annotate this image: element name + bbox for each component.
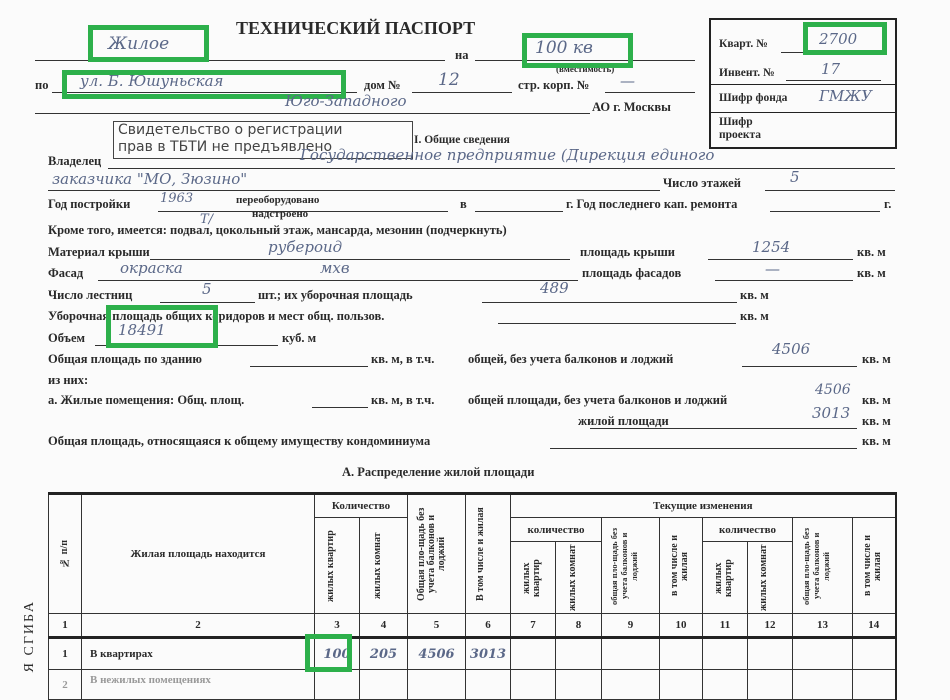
project-label [719, 116, 761, 142]
col-number: 12 [748, 614, 793, 638]
row-num: 1 [49, 638, 82, 670]
fund-value: ГМЖУ [819, 87, 872, 105]
owner-value-1: Государственное предприятие (Дирекция единого [300, 146, 715, 164]
project-label-line1: Шифр [719, 116, 753, 128]
district-value: Юго-Западного [285, 92, 407, 110]
owner-value-2: заказчика "МО, Зюзино" [52, 170, 248, 188]
header-total-area-changes-1: общая пло-щадь без учета балконов и лоджий [608, 526, 639, 605]
col-number: 10 [660, 614, 703, 638]
document-title: ТЕХНИЧЕСКИЙ ПАСПОРТ [236, 18, 476, 38]
added-label: надстроено [252, 208, 309, 220]
total-line [250, 366, 368, 367]
po-label: по [35, 78, 49, 92]
row-location: В нежилых помещениях [82, 670, 315, 700]
row-living: 3013 [466, 638, 511, 670]
sqm-unit: кв. м [862, 393, 891, 407]
volume-value: 18491 [118, 321, 166, 339]
capacity-caption: (вместимость) [556, 64, 615, 74]
stamp-line2: прав в ТБТИ не предъявлено [118, 139, 333, 155]
divider [711, 112, 895, 113]
stairs-line [160, 302, 255, 303]
highlight-kvart [803, 22, 887, 55]
in-line [475, 211, 563, 212]
highlight-capacity [522, 33, 633, 68]
row-apartments: 100 [315, 638, 360, 670]
sqm-unit: кв. м [740, 288, 769, 302]
fold-label: Я СГИБА [22, 600, 37, 673]
corridor-line [498, 323, 736, 324]
district-line [35, 113, 590, 114]
total-no-balcony-line [742, 366, 857, 367]
of-them-label: из них: [48, 373, 89, 387]
floors-line [765, 190, 895, 191]
condo-label: Общая площадь, относящаяся к общему имуществу кондоминиума [48, 434, 431, 448]
year-value: 1963 [160, 191, 194, 206]
header-quantity-changes-2: количество [703, 518, 793, 542]
header-location: Жилая площадь находится [82, 494, 315, 614]
col-number: 1 [49, 614, 82, 638]
header-rooms-changes-2: жилых комнат [758, 544, 769, 611]
g-label: г. [884, 197, 892, 211]
col-number: 9 [602, 614, 660, 638]
sqm-unit: кв. м [862, 414, 891, 428]
highlight-apartments [305, 634, 352, 672]
facade-area-value: — [765, 260, 780, 278]
stairs-area-line [482, 302, 737, 303]
rebuilt-label: переоборудовано [236, 194, 320, 206]
korp-value: — [620, 72, 635, 90]
facade-area-label: площадь фасадов [582, 266, 682, 280]
invent-label: Инвент. № [719, 67, 775, 79]
living-area-value: 3013 [812, 404, 851, 422]
floors-label: Число этажей [663, 176, 741, 190]
header-apartments-changes-1: жилых квартир [521, 558, 542, 597]
ao-label: АО г. Москвы [592, 100, 671, 114]
in-label: в [460, 197, 467, 211]
roof-area-line [708, 259, 853, 260]
highlight-building-type [88, 25, 209, 62]
col-number: 8 [556, 614, 602, 638]
last-repair-label: г. Год последнего кап. ремонта [566, 197, 738, 211]
year-label: Год постройки [48, 197, 131, 211]
facade-area-line [715, 280, 853, 281]
col-number: 4 [360, 614, 408, 638]
col-number: 5 [408, 614, 466, 638]
total-no-balcony-label: общей, без учета балконов и лоджий [468, 352, 674, 366]
table-title: А. Распределение жилой площади [342, 465, 535, 479]
owner-line-2 [48, 190, 660, 191]
stairs-area-value: 489 [540, 279, 569, 297]
col-number: 14 [853, 614, 896, 638]
last-repair-line [770, 211, 880, 212]
volume-label: Объем [48, 331, 86, 345]
kvart-value: 2700 [819, 30, 858, 48]
header-incl-living-changes-1: в том числе и жилая [669, 535, 690, 596]
invent-value: 17 [821, 60, 841, 78]
header-current-changes: Текущие изменения [511, 494, 896, 518]
korp-label: стр. корп. № [518, 78, 590, 92]
sqm-unit: кв. м [862, 434, 891, 448]
col-number: 11 [703, 614, 748, 638]
house-label: дом № [364, 78, 401, 92]
fund-label: Шифр фонда [719, 92, 788, 104]
sqm-unit: кв. м [862, 352, 891, 366]
table-row [49, 670, 896, 700]
highlight-volume [106, 305, 218, 348]
capacity-value: 100 кв [535, 38, 593, 58]
incl-label: кв. м, в т.ч. [371, 352, 435, 366]
kvart-label: Кварт. № [719, 38, 768, 50]
living-area-table [48, 492, 897, 700]
street-value: ул. Б. Юшуньская [80, 72, 224, 90]
volume-unit: куб. м [282, 331, 317, 345]
living-no-balcony-value: 4506 [815, 382, 851, 398]
living-area-label: жилой площади [578, 414, 669, 428]
roof-material-label: Материал крыши [48, 245, 150, 259]
stairs-unit: шт.; их уборочная площадь [258, 288, 413, 302]
header-num: № п/п [59, 540, 70, 568]
house-line [412, 92, 512, 93]
invent-line [786, 80, 881, 81]
row-rooms: 205 [360, 638, 408, 670]
korp-line [605, 92, 695, 93]
col-number: 3 [315, 614, 360, 638]
total-no-balcony-value: 4506 [772, 340, 811, 358]
col-number: 6 [466, 614, 511, 638]
also-mark: Т/ [200, 212, 214, 227]
living-no-balcony-label: общей площади, без учета балконов и лоджий [468, 393, 728, 407]
total-label: Общая площадь по зданию [48, 352, 202, 366]
facade-value: окраска [120, 259, 183, 277]
roof-area-label: площадь крыши [580, 245, 675, 259]
row-location: В квартирах [82, 638, 315, 670]
facade-value-2: мхв [320, 259, 350, 277]
header-apartments-changes-2: жилых квартир [713, 558, 734, 597]
living-label: а. Жилые помещения: Общ. площ. [48, 393, 245, 407]
condo-line [550, 448, 857, 449]
roof-area-value: 1254 [752, 238, 791, 256]
living-line [312, 407, 368, 408]
incl-label: кв. м, в т.ч. [371, 393, 435, 407]
also-label: Кроме того, имеется: подвал, цокольный этаж, мансарда, мезонин (подчеркнуть) [48, 223, 507, 237]
header-quantity: Количество [315, 494, 408, 518]
header-incl-living: В том числе и жилая [475, 507, 486, 601]
facade-label: Фасад [48, 266, 84, 280]
section-title: I. Общие сведения [414, 134, 510, 146]
divider [711, 84, 895, 85]
col-number: 7 [511, 614, 556, 638]
row-num: 2 [49, 670, 82, 700]
stairs-label: Число лестниц [48, 288, 133, 302]
stairs-value: 5 [202, 280, 212, 298]
living-area-line [590, 428, 857, 429]
header-rooms: жилых комнат [371, 532, 383, 599]
sqm-unit: кв. м [740, 309, 769, 323]
header-apartments: жилых квартир [325, 529, 336, 602]
row-total-area: 4506 [408, 638, 466, 670]
owner-label: Владелец [48, 154, 102, 168]
header-incl-living-changes-2: в том числе и жилая [861, 535, 883, 596]
roof-material-line [150, 259, 570, 260]
table-row [49, 638, 896, 670]
facade-line [98, 280, 578, 281]
roof-material-value: рубероид [268, 238, 343, 256]
building-type-value: Жилое [108, 34, 170, 54]
project-label-line2: проекта [719, 129, 762, 141]
sqm-unit: кв. м [857, 245, 886, 259]
header-rooms-changes-1: жилых комнат [566, 544, 578, 611]
col-number: 13 [793, 614, 853, 638]
header-total-area: Общая пло-щадь без учета балконов и лоджий [415, 507, 447, 601]
sqm-unit: кв. м [857, 266, 886, 280]
na-label: на [455, 48, 469, 62]
header-total-area-changes-2: общая пло-щадь без учета балконов и лоджий [800, 526, 831, 605]
owner-line [108, 168, 895, 169]
floors-value: 5 [790, 168, 800, 186]
stamp-line1: Свидетельство о регистрации [118, 122, 343, 138]
header-quantity-changes-1: количество [511, 518, 602, 542]
corridor-label: Уборочная площадь общих коридоров и мест общ. пользов. [48, 309, 385, 323]
col-number: 2 [82, 614, 315, 638]
house-value: 12 [438, 70, 460, 90]
